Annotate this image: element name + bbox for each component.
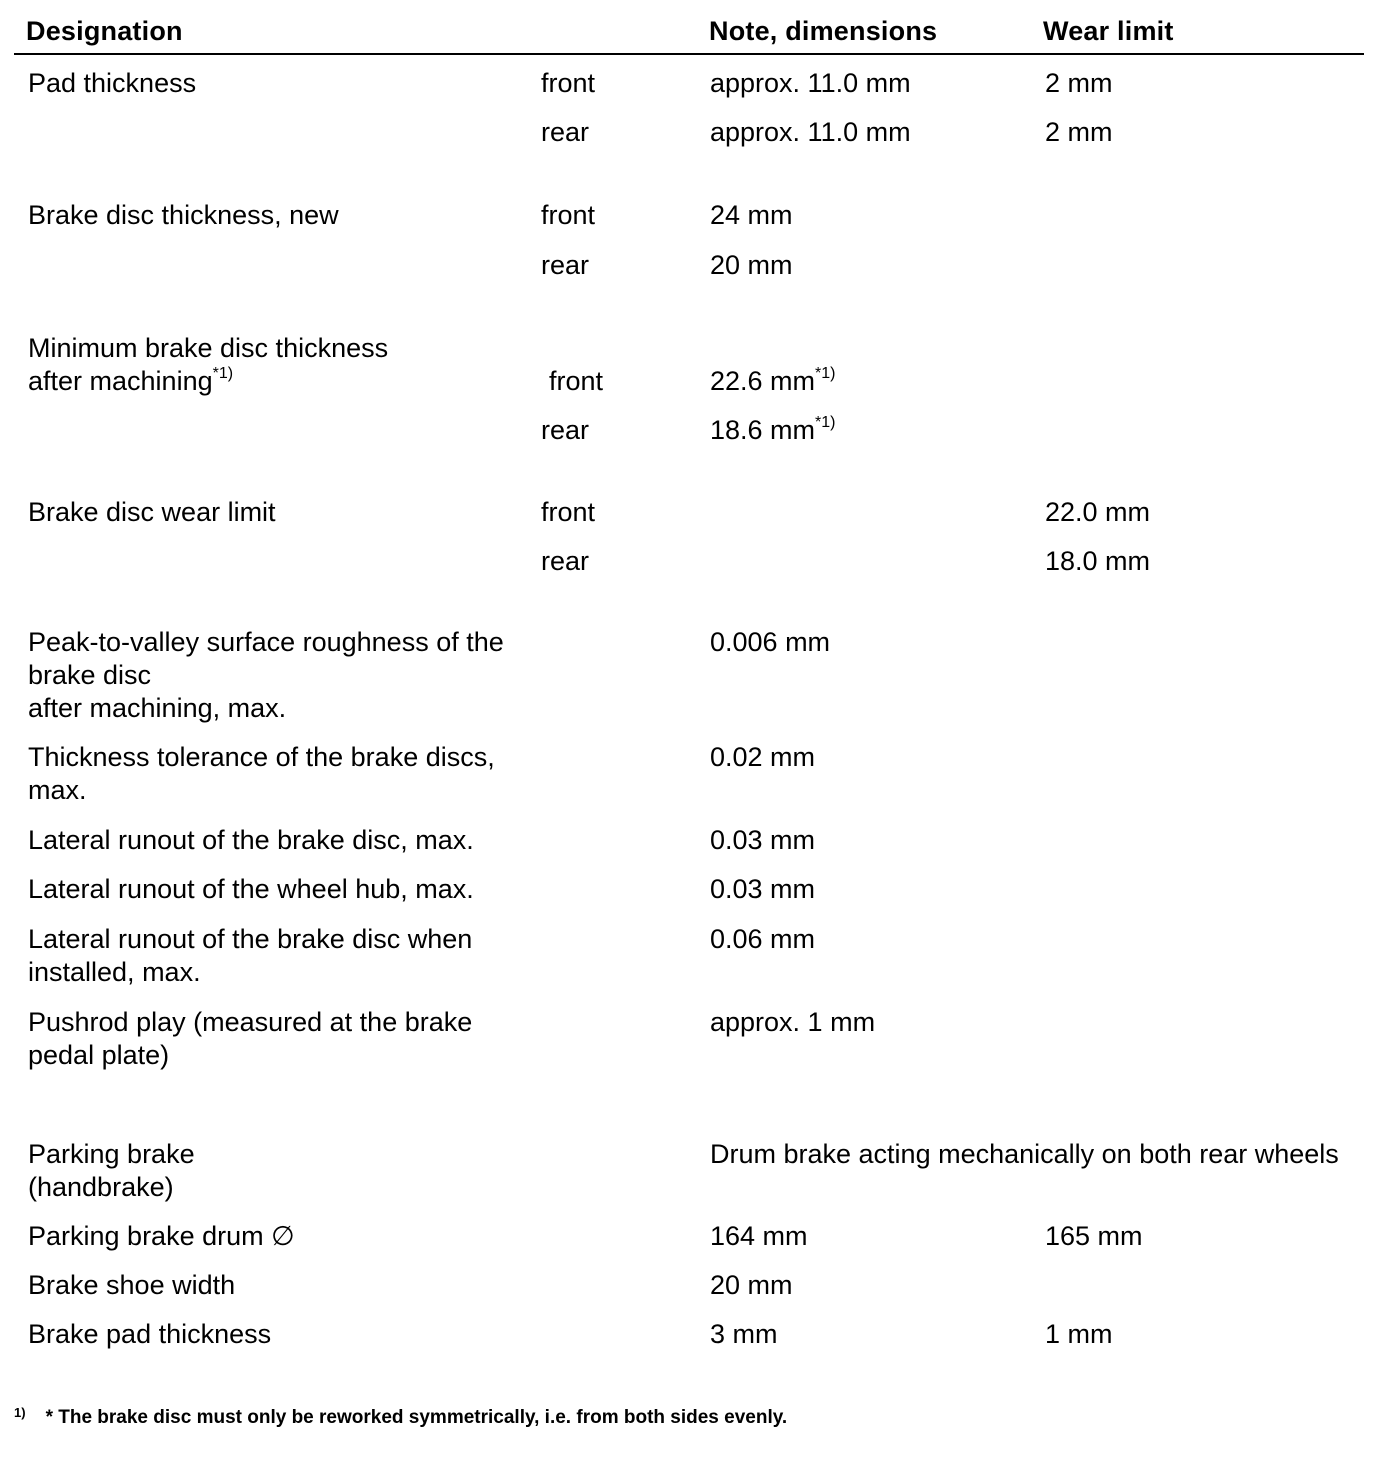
pad-thick2-wear: 1 mm: [1045, 1319, 1113, 1349]
header-wear-limit: Wear limit: [1043, 16, 1174, 46]
footnote: [14, 1405, 787, 1429]
disc-new-front: front: [541, 200, 596, 230]
pad-thick2-label: Brake pad thickness: [28, 1319, 272, 1349]
drum-wear: 165 mm: [1045, 1221, 1143, 1251]
header-designation: Designation: [26, 16, 183, 46]
disc-wear-rear-value: 18.0 mm: [1045, 546, 1151, 576]
runout-installed-note: 0.06 mm: [710, 924, 816, 954]
disc-min-label-line2: after machining$^{*1)}$: [28, 365, 234, 396]
parking-label-line2: (handbrake): [28, 1172, 174, 1202]
runout-installed-label-line1: Lateral runout of the brake disc when: [28, 924, 473, 954]
thickness-tol-label-line1: Thickness tolerance of the brake discs,: [28, 742, 495, 772]
shoe-width-label: Brake shoe width: [28, 1270, 236, 1300]
pad-thickness-rear-note: approx. 11.0 mm: [710, 117, 911, 147]
thickness-tol-label-line2: max.: [28, 775, 87, 805]
parking-note: Drum brake acting mechanically on both rear wheels: [710, 1139, 1339, 1169]
pushrod-note: approx. 1 mm: [710, 1007, 876, 1037]
drum-note: 164 mm: [710, 1221, 808, 1251]
pad-thickness-rear-wear: 2 mm: [1045, 117, 1113, 147]
pushrod-label-line2: pedal plate): [28, 1040, 170, 1070]
disc-min-front-note: 22.6 $mm^{*1)}$: [710, 365, 836, 396]
roughness-label-line3: after machining, max.: [28, 693, 287, 723]
disc-min-rear: rear: [541, 415, 590, 445]
footnote-text: * The brake disc must only be reworked symmetrically, i.e. from both sides evenly.: [45, 1407, 788, 1428]
drum-label: Parking brake drum ∅: [28, 1221, 295, 1251]
disc-new-label: Brake disc thickness, new: [28, 200, 339, 230]
footnote-ref: *1): [815, 414, 836, 431]
pad-thickness-rear: rear: [541, 117, 590, 147]
disc-min-label-line1: Minimum brake disc thickness: [28, 333, 389, 363]
disc-min-rear-note: 18.6 $mm^{*1)}$: [710, 414, 836, 445]
runout-hub-label: Lateral runout of the wheel hub, max.: [28, 874, 474, 904]
disc-wear-label: Brake disc wear limit: [28, 497, 276, 527]
shoe-width-note: 20 mm: [710, 1270, 793, 1300]
disc-wear-front: front: [541, 497, 596, 527]
disc-wear-rear: rear: [541, 546, 590, 576]
roughness-label-line1: Peak-to-valley surface roughness of the: [28, 627, 504, 657]
runout-hub-note: 0.03 mm: [710, 874, 816, 904]
runout-disc-label: Lateral runout of the brake disc, max.: [28, 825, 474, 855]
disc-wear-front-value: 22.0 mm: [1045, 497, 1151, 527]
thickness-tol-note: 0.02 mm: [710, 742, 816, 772]
roughness-label-line2: brake disc: [28, 660, 152, 690]
disc-new-front-note: 24 mm: [710, 200, 793, 230]
pad-thickness-front-note: approx. 11.0 mm: [710, 68, 911, 98]
header-note: Note, dimensions: [709, 16, 938, 46]
footnote-ref: *1): [815, 365, 836, 382]
pushrod-label-line1: Pushrod play (measured at the brake: [28, 1007, 473, 1037]
pad-thickness-label: Pad thickness: [28, 68, 197, 98]
pad-thick2-note: 3 mm: [710, 1319, 778, 1349]
header-rule: [14, 53, 1364, 55]
footnote-mark: 1): [14, 1405, 26, 1420]
parking-label-line1: Parking brake: [28, 1139, 195, 1169]
disc-new-rear: rear: [541, 250, 590, 280]
disc-min-front: front: [549, 366, 604, 396]
roughness-note: 0.006 mm: [710, 627, 831, 657]
footnote-ref: *1): [212, 365, 234, 382]
pad-thickness-front: front: [541, 68, 596, 98]
runout-disc-note: 0.03 mm: [710, 825, 816, 855]
disc-new-rear-note: 20 mm: [710, 250, 793, 280]
runout-installed-label-line2: installed, max.: [28, 957, 201, 987]
pad-thickness-front-wear: 2 mm: [1045, 68, 1113, 98]
